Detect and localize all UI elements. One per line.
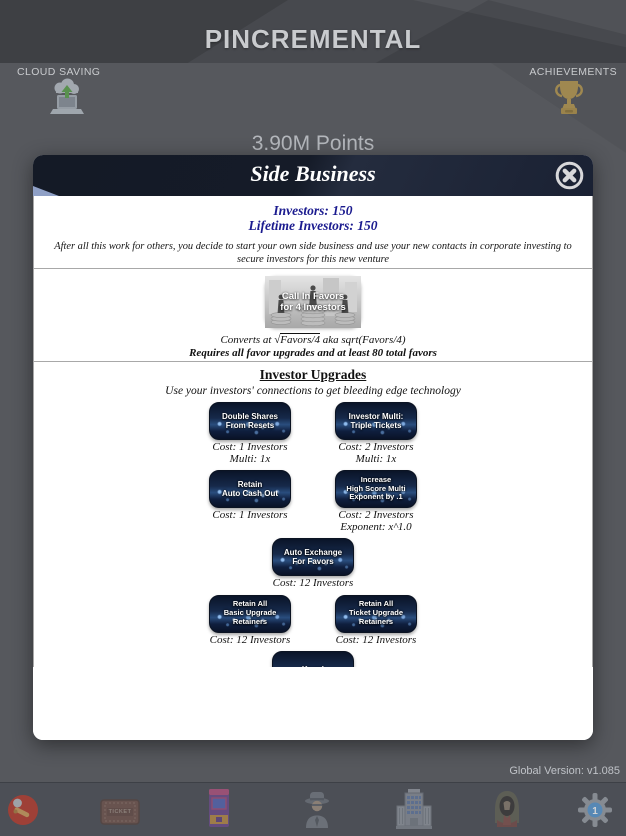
radical-sign: √	[274, 334, 281, 346]
upgrade-item	[194, 470, 306, 533]
app-title: PINCREMENTAL	[204, 24, 422, 54]
upgrade-row	[34, 402, 592, 465]
version-label: Global Version: v1.085	[509, 765, 620, 777]
bottom-toolbar	[0, 782, 626, 836]
close-button[interactable]	[554, 160, 585, 191]
top-banner	[0, 0, 626, 63]
close-icon	[554, 160, 585, 191]
cloud-saving-label: CLOUD SAVING	[17, 66, 101, 78]
retain-all-basic-upgrade-retainers-button[interactable]: Retain All Basic Upgrade Retainers	[209, 595, 291, 633]
mysterious-figure-icon[interactable]	[491, 789, 523, 834]
upgrade-cost: Cost: 12 Investors	[209, 633, 291, 646]
upgrade-item	[194, 402, 306, 465]
upgrade-cost: Cost: 1 Investors	[212, 509, 288, 521]
conversion-formula: Converts at √Favors/4 aka sqrt(Favors/4)	[220, 334, 406, 346]
modal-scroll-area[interactable]	[33, 196, 593, 667]
double-shares-from-resets-button[interactable]: Double Shares From Resets	[209, 402, 291, 440]
upgrade-item	[320, 595, 432, 647]
investors-count: Investors: 150	[273, 203, 353, 218]
retain-auto-cash-out-button[interactable]: Retain Auto Cash Out	[209, 470, 291, 508]
call-in-favors-button[interactable]	[265, 276, 361, 328]
investor-multi-triple-tickets-button[interactable]: Investor Multi: Triple Tickets	[335, 402, 417, 440]
ticket-text: TICKET	[108, 809, 132, 815]
arcade-machine-icon[interactable]	[206, 787, 232, 836]
investor-upgrades-section	[34, 362, 592, 689]
modal-title: Side Business	[250, 161, 376, 186]
businessman-icon[interactable]	[301, 790, 333, 835]
side-business-description: After all this work for others, you decide to start your own side business and use your new contacts in corporate investing to secure investors for this new venture	[54, 241, 572, 265]
upgrade-row	[34, 538, 592, 590]
upgrade-row	[34, 595, 592, 647]
modal-header	[33, 155, 593, 196]
upgrades-subheading: Use your investors' connections to get bleeding edge technology	[165, 385, 461, 397]
upgrade-item	[320, 402, 432, 465]
retain-all-ticket-upgrade-retainers-button[interactable]: Retain All Ticket Upgrade Retainers	[335, 595, 417, 633]
upgrade-cost: Cost: 12 Investors	[335, 633, 417, 646]
points-display: 3.90M Points	[251, 132, 375, 155]
call-in-favors-label: Call In Favors for 4 Investors	[280, 291, 346, 313]
favor-requirement: Requires all favor upgrades and at least 80 total favors	[189, 347, 437, 359]
lifetime-investors-count: Lifetime Investors: 150	[248, 218, 378, 233]
side-business-modal	[33, 155, 593, 740]
upgrade-item	[320, 470, 432, 533]
pinball-icon[interactable]	[6, 793, 40, 832]
upgrades-heading: Investor Upgrades	[259, 367, 367, 382]
modal-footer-space	[33, 667, 593, 740]
corporation-building-icon[interactable]	[395, 788, 433, 835]
settings-badge: 1	[592, 806, 598, 817]
ticket-icon[interactable]	[100, 799, 140, 830]
investor-summary-section	[34, 196, 592, 268]
increase-high-score-multi-exponent-button[interactable]: Increase High Score Multi Exponent by .1	[335, 470, 417, 508]
auto-exchange-for-favors-button[interactable]: Auto Exchange For Favors	[272, 538, 354, 576]
settings-gear-icon[interactable]	[576, 791, 614, 834]
upgrade-cost: Cost: 1 Investors Multi: 1x	[212, 441, 288, 465]
cloud-saving-icon[interactable]	[46, 77, 88, 124]
favor-exchange-section	[34, 268, 592, 362]
upgrade-row	[34, 470, 592, 533]
upgrade-item	[194, 595, 306, 647]
upgrade-cost: Cost: 2 Investors Multi: 1x	[338, 441, 414, 465]
upgrade-cost: Cost: 2 Investors Exponent: x^1.0	[338, 509, 414, 533]
header-accent	[33, 186, 59, 196]
upgrade-cost: Cost: 12 Investors	[272, 577, 354, 589]
upgrade-item	[257, 538, 369, 590]
achievements-label: ACHIEVEMENTS	[529, 66, 617, 78]
trophy-icon[interactable]	[550, 77, 588, 124]
